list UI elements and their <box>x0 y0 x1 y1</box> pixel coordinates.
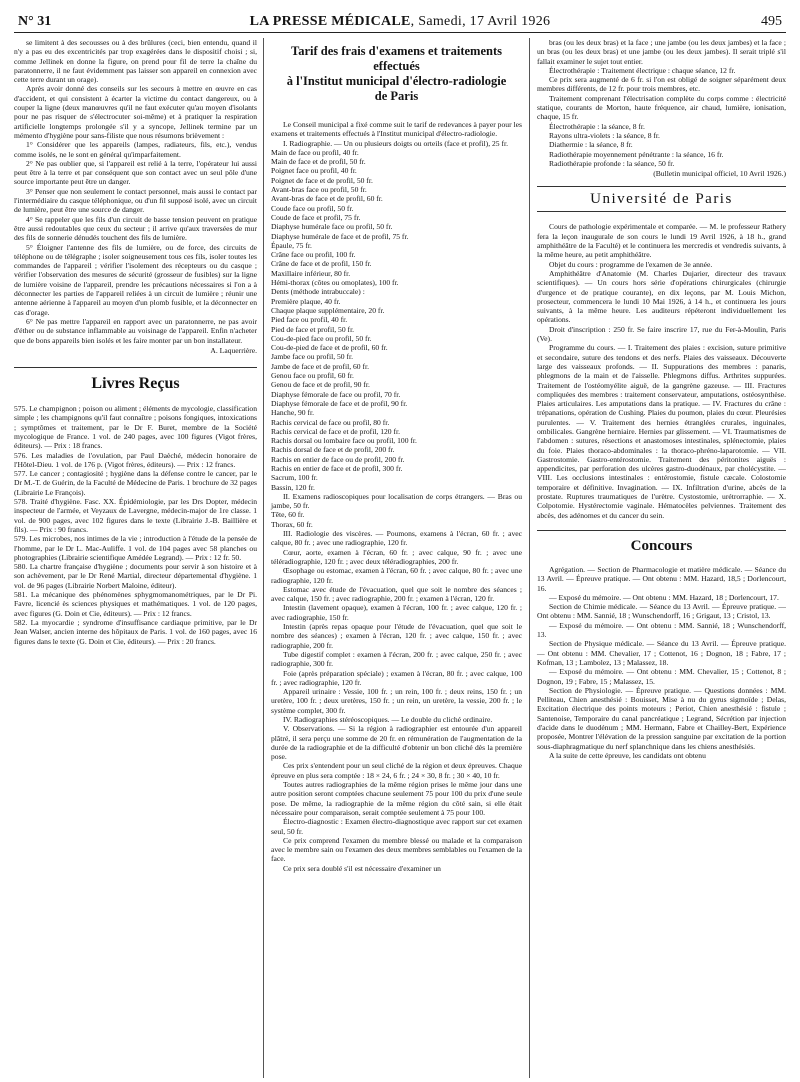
paragraph: Traitement comprenant l'électrisation complète du corps comme : électricité statique, courants de Morton, haute fréquence, air chaud, lumière, ionisation, chaque, 15 fr. <box>537 93 786 122</box>
tarif-item: Main de face ou profil, 40 fr. <box>271 147 359 157</box>
tarif-item: Crâne face ou profil, 100 fr. <box>271 250 356 260</box>
tarif-item: Rachis dorsal ou lombaire face ou profil, 100 fr. <box>271 436 417 446</box>
paragraph: Section de Physique médicale. — Séance du 13 Avril. — Épreuve pratique. — Ont obtenu : MM. Chevalier, 17 ; Cottenot, 16 ; Dognon, 18 ; Fabre, 17 ; Kofman, 13 ; Lambolez, 13 ; Malassez, 18. <box>537 639 786 667</box>
page-number: 495 <box>761 14 782 29</box>
tarif-item: Bassin, 120 fr. <box>271 482 315 492</box>
column-left <box>14 38 264 1078</box>
journal-name: LA PRESSE MÉDICALE <box>249 14 411 29</box>
paragraph: Ce prix sera augmenté de 6 fr. si l'on est obligé de soigner séparément deux membres différents, de 12 fr. pour trois membres, etc. <box>537 75 786 94</box>
article-signature: A. Laquerrière. <box>210 345 257 355</box>
paragraph: Agrégation. — Section de Pharmacologie et matière médicale. — Séance du 13 Avril. — Épreuve pratique. — Ont obtenu : MM. Hazard, 18,5 ; Dorlencourt, 16. <box>537 564 786 593</box>
paragraph: Cœur, aorte, examen à l'écran, 60 fr. ; avec calque, 90 fr. ; avec une téléradiographie, 120 fr. ; avec deux téléradiographies, 200 fr. <box>271 547 522 566</box>
tarif-item: Rachis en entier de face ou de profil, 200 fr. <box>271 454 405 464</box>
tarif-item: Rachis en entier de face et de profil, 300 fr. <box>271 463 403 473</box>
tarif-item: Main de face et de profil, 50 fr. <box>271 157 366 167</box>
radiographie-list <box>271 148 522 492</box>
paragraph: Intestin (lavement opaque), examen à l'écran, 100 fr. ; avec calque, 120 fr. ; avec radiographie, 150 fr. <box>271 603 522 622</box>
paragraph: — Exposé du mémoire. — Ont obtenu : MM. Chevalier, 15 ; Cottenot, 8 ; Dognon, 19 ; Fabre, 15 ; Malassez, 15. <box>537 667 786 686</box>
tarif-item: Sacrum, 100 fr. <box>271 473 318 483</box>
tarif-item: Épaule, 75 fr. <box>271 240 312 250</box>
paragraph: Rayons ultra-violets : la séance, 8 fr. <box>549 130 660 140</box>
tarif-item: Rachis cervical de face ou profil, 80 fr. <box>271 417 390 427</box>
paragraph: Ce prix comprend l'examen du membre blessé ou malade et la comparaison avec le membre sain ou l'examen des deux membres semblables ou l'examen de la face. <box>271 835 522 864</box>
paragraph: Électro-diagnostic : Examen électro-diagnostique avec rapport sur cet examen seul, 50 fr. <box>271 817 522 836</box>
paragraph: Section de Chimie médicale. — Séance du 13 Avril. — Épreuve pratique. — Ont obtenu : MM. Sannié, 18 ; Wunschendorff, 16 ; Grigaut, 13 ; Cristol, 13. <box>537 602 786 621</box>
tarif-item: Avant-bras face ou profil, 50 fr. <box>271 185 367 195</box>
tarif-item: Première plaque, 40 fr. <box>271 296 341 306</box>
paragraph: A la suite de cette épreuve, les candidats ont obtenu <box>549 750 706 760</box>
tarif-item: Jambe de face et de profil, 60 fr. <box>271 361 370 371</box>
paragraph: Droit d'inscription : 250 fr. Se faire inscrire 17, rue du Fer-à-Moulin, Paris (Ve). <box>537 324 786 344</box>
tarif-item: Coude de face et profil, 75 fr. <box>271 212 361 222</box>
tarif-item: Maxillaire inférieur, 80 fr. <box>271 268 351 278</box>
paragraph: III. Radiologie des viscères. — Poumons, examens à l'écran, 60 fr. ; avec calque, 80 fr. ; avec une radiographie, 120 fr. <box>271 529 522 548</box>
tarif-item: Cou-de-pied de face et de profil, 60 fr. <box>271 343 388 353</box>
issue-number: N° 31 <box>18 14 52 29</box>
paragraph: se limitent à des secousses ou à des brûlures (ceci, bien entendu, quand il n'y a pas eu des excentricités par trop exagérées dans le dispositif choisi ; si, comme Jellinek en donne la figure, on prend pour fil de terre la chaîne du paratonnerre, il ne faut évidemment pas laisser son appareil en connexion avec cette terre durant un orage). <box>14 38 257 85</box>
paragraph: bras (ou les deux bras) et la face ; une jambe (ou les deux jambes) et la face ; un bras (ou les deux bras) et une jambe (ou les deux jambes). Il serait triplé s'il fallait examiner le sujet tout entier. <box>537 38 786 66</box>
journal-title-line <box>14 14 786 30</box>
section-radiographie: I. Radiographie. — Un ou plusieurs doigts ou orteils (face et profil), 25 fr. <box>283 138 509 148</box>
paragraph: Objet du cours : programme de l'examen de 3e année. <box>549 259 713 269</box>
tarif-item: Jambe face ou profil, 50 fr. <box>271 352 354 362</box>
tarif-item: Pied de face et profil, 50 fr. <box>271 324 355 334</box>
tarif-item: Genou de face et de profil, 90 fr. <box>271 380 370 390</box>
tarif-item: Diaphyse humérale de face et de profil, 75 fr. <box>271 231 409 241</box>
paragraph: Appareil urinaire : Vessie, 100 fr. ; un rein, 100 fr. ; deux reins, 150 fr. ; un uretère, 100 fr. ; deux uretères, 150 fr. ; un rein, un uretère, la vessie, 200 fr. ; le système complet, 300 fr. <box>271 687 522 715</box>
book-entry: 580. La chartre française d'hygiène ; documents pour servir à son histoire et à son achèvement, par le Dr René Martial, directeur départemental d'hygiène. 1 vol. de 96 pages (Librairie Norbert Maloine, éditeur). <box>14 562 257 590</box>
concours-news <box>537 565 786 760</box>
column-middle <box>264 38 530 1078</box>
tarif-item: Coude face ou profil, 50 fr. <box>271 203 354 213</box>
bulletin-source: (Bulletin municipal officiel, 10 Avril 1926.) <box>653 169 786 179</box>
book-entry: 575. Le champignon ; poison ou aliment ; éléments de mycologie, classification simple ; les champignons qu'il faut connaître ; poisons fongiques, intoxications ; symptômes et traitement, par le Dr F. Buret, membre de la Société mycologique de France. 1 vol. de 240 pages, avec 100 figures (Vigot frères, éditeurs). — Prix : 18 francs. <box>14 404 257 451</box>
paragraph: Tube digestif complet : examen à l'écran, 200 fr. ; avec calque, 250 fr. ; avec radiographie, 300 fr. <box>271 649 522 669</box>
paragraph: Programme du cours. — I. Traitement des plaies : excision, suture primitive et secondaire, suture des tendons et des nerfs. Plaies des vaisseaux. Découverte large des vaisseaux profonds. — II. Suppurations des membres : panaris, phlegmons de la main et de l'aisselle. Phlegmons diffus. Arthrites suppurées. Traitement de l'ostéomyélite aiguë, de la gangrène gazeuse. — III. Fractures compliquées des membres : traitement conservateur, amputations, ostéosynthèse. Plaies articulaires. Les amputations dans la pratique. — IV. Fractures du crâne : trépanations, opération de Cushing. Plaies du poumon, plaies du cœur. Pleurésies purulentes. — V. Traitement des hernies étranglées crurales, inguinales, ombilicales. Gangrène herniaire. Hernies par glissement. — VI. Traumatismes de l'abdomen : sutures, résections et anastomoses intestinales, splénectomie, plaies du foie. Plaies thoraco-abdominales : la thoraco-phréno-laparotomie. — VII. Gastrostomie. Gastro-entérostomie. Traitement des péritonites aiguës : appendicites, par perforation des ulcères gastro-duodénaux, par cholécystite. — VIII. Les occlusions intestinales : entérostomie, fistule cæcale. Colostomie temporaire et définitive. Invagination. — IX. Infiltration d'urine, abcès de la prostate. Ruptures traumatiques de l'urètre. Cystostomie, urétrorraphie. — X. Colpotomie. Hystérectomie vaginale. Hématocèles pelviennes. Traitement des abcès, des adénomes et du cancer du sein. <box>537 343 786 520</box>
paragraph: — Exposé du mémoire. — Ont obtenu : MM. Hazard, 18 ; Dorlencourt, 17. <box>549 592 779 602</box>
paragraph: Foie (après préparation spéciale) ; examen à l'écran, 80 fr. ; avec calque, 100 fr. ; avec radiographie, 120 fr. <box>271 668 522 687</box>
tarif-item: Avant-bras de face et de profil, 60 fr. <box>271 194 383 204</box>
paragraph: Cours de pathologie expérimentale et comparée. — M. le professeur Rathery fera la leçon inaugurale de son cours le lundi 19 Avril 1926, à 18 h., grand amphithéâtre de la Faculté) et le continuera les mercredis et vendredis suivants, à la même heure, au petit amphithéâtre. <box>537 222 786 260</box>
tarif-item: Cou-de-pied face ou profil, 50 fr. <box>271 333 372 343</box>
paragraph: 5° Éloigner l'antenne des fils de lumière, ou de force, des circuits de téléphone ou de télégraphe ; isoler soigneusement tous ces fils, isoler toutes les commandes de l'appareil ; vérifier l'isolement des récepteurs ou du casque ; vérifier l'observation des mesures de sécurité (grosseur de fusibles) sur la ligne de lumière voisine de l'appareil, prendre les précautions nécessaires si l'on a à déconnecter les parties de l'appareil reliées à un circuit de lumière ; réunir une antenne aérienne à l'appareil au moyen d'un plomb fusible, et la déconnecter en cas d'orage. <box>14 242 257 317</box>
columns <box>14 38 786 1078</box>
issue-date: , Samedi, 17 Avril 1926 <box>410 14 551 29</box>
tarif-title <box>271 44 522 104</box>
book-entry: 576. Les maladies de l'ovulation, par Paul Daèché, médecin honoraire de l'Hôtel-Dieu. 1 vol. de 176 p. (Vigot frères, éditeurs). — Prix : 12 francs. <box>14 450 257 469</box>
tarif-item: Rachis cervical de face et de profil, 120 fr. <box>271 426 401 436</box>
section-radioscopie: II. Examens radioscopiques pour localisation de corps étrangers. — Bras ou jambe, 50 fr. <box>271 491 522 511</box>
tarif-intro: Le Conseil municipal a fixé comme suit le tarif de redevances à payer pour les examens et traitements effectués à l'Institut municipal d'électro-radiologie. <box>271 120 522 139</box>
tarif-item: Tête, 60 fr. <box>271 510 305 520</box>
paragraph: 6° Ne pas mettre l'appareil en rapport avec un paratonnerre, ne pas avoir d'éther ou de substance inflammable au voisinage de l'appareil. Enfin n'acheter que de bons appareils bien isolés et les faire monter par un bon installateur. <box>14 316 257 345</box>
paragraph: V. Observations. — Si la région à radiographier est entourée d'un appareil plâtré, il sera perçu une somme de 20 fr. en rémunération de l'augmentation de la durée de la radiographie et de la difficulté d'obtenir un bon cliché dès la première pose. <box>271 724 522 762</box>
paragraph: Électrothérapie : Traitement électrique : chaque séance, 12 fr. <box>549 65 736 75</box>
paragraph: Estomac avec étude de l'évacuation, quel que soit le nombre des séances ; avec calque, 150 fr. ; avec radiographie, 200 fr. ; examen à l'écran, 120 fr. <box>271 584 522 604</box>
tarif-item: Pied face ou profil, 40 fr. <box>271 315 348 325</box>
tarif-item: Poignet de face et de profil, 50 fr. <box>271 175 373 185</box>
paragraph: Ces prix s'entendent pour un seul cliché de la région et deux épreuves. Chaque épreuve en plus sera comptée : 18 × 24, 6 fr. ; 24 × 30, 8 fr. ; 30 × 40, 10 fr. <box>271 761 522 780</box>
book-entry: 578. Traité d'hygiène. Fasc. XX. Épidémiologie, par les Drs Dopter, médecin inspecteur de l'armée, et Veyzaux de Lavergne, médecin-major de 1re classe. 1 vol. de 900 pages, avec 102 figures dans le texte (Librairie J.-B. Baillière et fils). — Prix : 90 francs. <box>14 497 257 534</box>
tarif-item: Hémi-thorax (côtes ou omoplates), 100 fr. <box>271 278 399 288</box>
title-line: à l'Institut municipal d'électro-radiologie <box>286 74 507 88</box>
book-entry: 577. Le cancer ; contagiosité ; hygiène dans la défense contre le cancer, par le Dr M.-T. de Guérin, de la Faculté de Médecine de Paris. 1 brochure de 32 pages (Librairie Le François). <box>14 469 257 497</box>
paragraph: — Exposé du mémoire. — Ont obtenu : MM. Sannié, 18 ; Wunschendorff, 13. <box>537 620 786 640</box>
paragraph: Toutes autres radiographies de la même région prises le même jour dans une autre position seront comptées chacune seulement 75 pour 100 du prix d'une seule pose. De même, la radiographie de la même région du côté sain, si elle était nécessaire pour comparaison, serait comptée seulement à 75 pour 100. <box>271 780 522 817</box>
tarif-item: Hanche, 90 fr. <box>271 408 315 418</box>
paragraph: Œsophage ou estomac, examen à l'écran, 60 fr. ; avec calque, 80 fr. ; avec une radiographie, 120 fr. <box>271 566 522 585</box>
article-continuation <box>14 38 257 345</box>
paragraph: Ce prix sera doublé s'il est nécessaire d'examiner un <box>283 863 441 873</box>
title-line: effectués <box>373 59 420 73</box>
book-entry: 581. La mécanique des phénomènes sphygmomanométriques, par le Dr Pi. Favre, licencié ès sciences physiques et mathématiques. 1 vol. de 120 pages, avec figures (G. Doin et Cie, éditeurs). — Prix : 12 francs. <box>14 590 257 618</box>
paragraph: Section de Physiologie. — Épreuve pratique. — Questions données : MM. Pelliteau, Chien anesthésié : Bouisset, Mise à nu du gyrus sigmoïde ; Delas, Excitation électrique des points moteurs ; Periot, Chien anesthésié : fistule ; Santenoise, Temporaire du canal pancréatique ; Legrand, Sécrétion par injection d'acide dans le duodénum ; MM. Hermann, Fabre et Chailley-Bert, Expérience proposée, Montrer l'élévation de la pression sanguine par excitation de la portion sous-diaphragmatique du nerf splanchnique dans les chiens anesthésiés. <box>537 685 786 751</box>
book-entry: 582. La myocardie ; syndrome d'insuffisance cardiaque primitive, par le Dr Jean Walser, ancien interne des hôpitaux de Paris. 1 vol. de 160 pages, avec 16 figures dans le texte (G. Doin et Cie, éditeurs). — Prix : 20 francs. <box>14 617 257 646</box>
paragraph: Radiothérapie moyennement pénétrante : la séance, 16 fr. <box>549 149 724 159</box>
tarif-item: Diaphyse humérale face ou profil, 50 fr. <box>271 222 393 232</box>
paragraph: 3° Penser que non seulement le contact personnel, mais aussi le contact par l'intermédiaire du casque téléphonique, ou d'un fil supposé isolé, avec un circuit de lumière, peut être une source de danger. <box>14 186 257 215</box>
paragraph: Après avoir donné des conseils sur les secours à mettre en œuvre en cas d'accident, et qui consistent à écarter la victime du contact dangereux, ou à couper la ligne (deux manœuvres qu'il ne faut exécuter qu'au moyen d'isolants pour ne pas risquer de s'électrocuter soi-même) et à pratiquer la respiration artificielle longtemps prolongée s'il y a syncope, Jellinek termine par un mémento d'hygiène pour sans-filiste que nous résumons brièvement : <box>14 84 257 140</box>
tarif-item: Chaque plaque supplémentaire, 20 fr. <box>271 305 385 315</box>
paragraph: 2° Ne pas oublier que, si l'appareil est relié à la terre, l'opérateur lui aussi peut être à la terre et par conséquent que son contact avec un seul pôle d'une source importante peut être un danger. <box>14 158 257 187</box>
paragraph: Intestin (après repas opaque pour l'étude de l'évacuation, quel que soit le nombre des séances) ; examen à l'écran, 120 fr. ; avec calque, 150 fr. ; avec radiographie, 200 fr. <box>271 622 522 650</box>
tarif-item: Genou face ou profil, 60 fr. <box>271 371 354 381</box>
page-header <box>14 10 786 33</box>
paragraph: 1° Considérer que les appareils (lampes, radiateurs, fils, etc.), vendus comme isolés, ne le sont en général qu'imparfaitement. <box>14 140 257 159</box>
concours-title: Concours <box>537 530 786 555</box>
title-line: Tarif des frais d'examens et traitements <box>291 44 502 58</box>
paragraph: Radiothérapie profonde : la séance, 50 fr. <box>549 158 675 168</box>
books-received-title: Livres Reçus <box>14 367 257 394</box>
title-line: de Paris <box>374 89 419 103</box>
paragraph: IV. Radiographies stéréoscopiques. — Le double du cliché ordinaire. <box>283 715 493 724</box>
radioscopie-list <box>271 510 522 529</box>
paragraph: 4° Se rappeler que les fils d'un circuit de basse tension peuvent en pratique être aussi redoutables que ceux du secteur ; il arrive qu'aux traversées de mur des fils de sonnerie dénudés touchent des fils de lumière. <box>14 214 257 243</box>
column-right <box>530 38 786 1078</box>
tarif-continuation <box>537 38 786 168</box>
paragraph: Électrothérapie : la séance, 8 fr. <box>549 121 645 131</box>
section-viscera <box>271 529 522 873</box>
tarif-item: Dents (méthode intrabuccale) : <box>271 287 365 297</box>
tarif-item: Poignet face ou profil, 40 fr. <box>271 166 357 176</box>
university-title: Université de Paris <box>537 186 786 212</box>
tarif-item: Diaphyse fémorale de face ou profil, 70 fr. <box>271 389 401 399</box>
university-news <box>537 222 786 520</box>
book-entry: 579. Les microbes, nos intimes de la vie ; introduction à l'étude de la pensée de l'homme, par le Dr L. Mac-Auliffe. 1 vol. de 104 pages avec 58 planches ou photographies (Librairie scientifique Amédée Legrand). — Prix : 12 fr. 50. <box>14 534 257 562</box>
books-list <box>14 404 257 646</box>
tarif-item: Crâne de face et de profil, 150 fr. <box>271 259 372 269</box>
tarif-item: Thorax, 60 fr. <box>271 519 313 529</box>
tarif-item: Diaphyse fémorale de face et de profil, 90 fr. <box>271 398 408 408</box>
paragraph: Diathermie : la séance, 8 fr. <box>549 140 633 150</box>
tarif-item: Rachis dorsal de face et de profil, 200 fr. <box>271 445 395 455</box>
paragraph: Amphithéâtre d'Anatomie (M. Charles Dujarier, directeur des travaux scientifiques). — Un cours hors série d'opérations chirurgicales (chirurgie d'urgence et de pratique courante), en dix leçons, par M. Louis Michon, prosecteur, commencera le lundi 10 Mai 1926, à 14 h., et continuera les jours suivants, à la même heure. Les auditeurs répéteront individuellement les opérations. <box>537 268 786 325</box>
